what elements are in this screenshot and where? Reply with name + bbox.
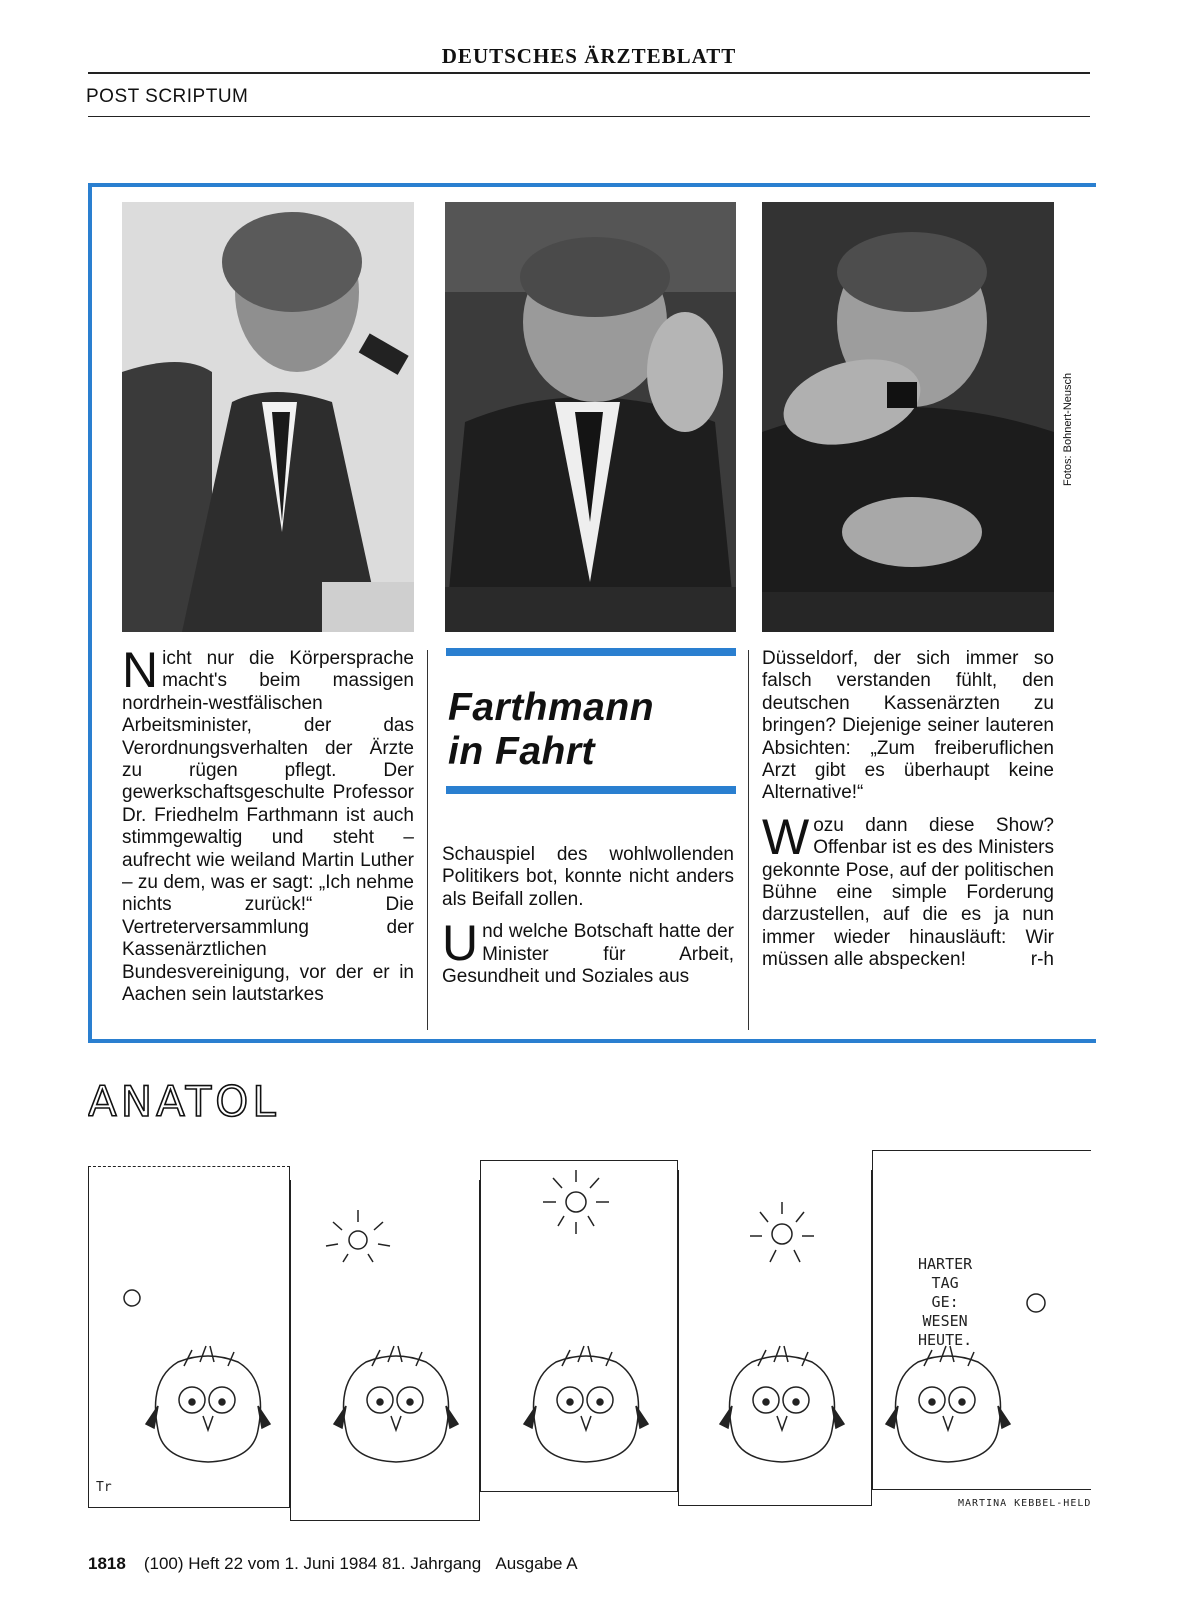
speech-text: HARTER TAG GE: WESEN HEUTE. [918,1255,973,1349]
article-column-1 [122,642,414,1007]
owl-anatol [146,1346,270,1462]
comic-title [88,1078,308,1129]
comic-signature: MARTINA KEBBEL-HELD [958,1498,1092,1509]
section-label: POST SCRIPTUM [86,86,249,107]
artist-mark: Tr [96,1480,112,1495]
photo-minister-right [762,202,1054,632]
author-initials: r-h [1030,949,1054,971]
sun-icon [124,1290,140,1306]
column-divider-1 [427,650,428,1030]
article-column-3 [762,648,1054,972]
column-2-text: Schauspiel des wohlwollenden Politikers bot, konnte nicht anders als Beifall zollen. [442,844,734,910]
section-rule [88,116,1090,117]
column-1-text: icht nur die Körpersprache macht's beim massigen nordrhein-westfälischen Arbeitsminister, der das Verordnungsverhalten der Ärzte zu rügen pflegt. Der gewerkschaftsgeschulte Professor Dr. Friedhelm Farthmann ist auch stimmgewaltig und steht – aufrecht wie weiland Martin Luther – zu dem, was er sagt: „Ich nehme nichts zurück!“ Die Vertreterversammlung der Kassenärztlichen Bundesvereinigung, vor der er in Aachen sein lautstarkes [122,648,414,1006]
dropcap-u: U [442,915,479,972]
masthead: DEUTSCHES ÄRZTEBLATT [441,44,737,68]
sun-icon [326,1210,390,1262]
photo-credit: Fotos: Bohnert-Neusch [1062,372,1074,486]
header-rule [88,72,1090,74]
page-footer [88,1554,578,1574]
page-number: 1818 [88,1554,126,1573]
sun-icon [543,1170,609,1234]
headline-bar-top [446,648,736,656]
photo-minister-center [445,202,736,632]
column-3-text: Düsseldorf, der sich immer so falsch verstanden fühlt, den deutschen Kassenärzten zu bringen? Diejenige seiner lauteren Absichten: „Zum freiberuflichen Arzt gibt es überhaupt keine Alternative!“ [762,648,1054,804]
photo-minister-left [122,202,414,632]
headline: Farthmann in Fahrt [448,686,655,773]
column-3-text-2: ozu dann diese Show? Offenbar ist es des Ministers gekonnte Pose, auf der politischen Bühne eine simple Forderung darzustellen, auf die es ja nun immer wieder hinausläuft: Wir müssen alle abspecken! [762,814,1054,971]
comic-title-text: ANATOL [88,1078,280,1124]
article-column-2 [442,844,734,988]
sun-icon [750,1202,814,1262]
headline-bar-bottom [446,786,736,794]
dropcap-w: W [762,808,810,865]
sun-icon [1027,1294,1045,1312]
issue-info: (100) Heft 22 vom 1. Juni 1984 81. Jahrgang [143,1554,482,1573]
dropcap-n: N [122,642,159,698]
column-divider-2 [748,650,749,1030]
edition: Ausgabe A [495,1554,578,1573]
column-2-text-2: nd welche Botschaft hatte der Minister für Arbeit, Gesundheit und Soziales aus [442,921,734,988]
